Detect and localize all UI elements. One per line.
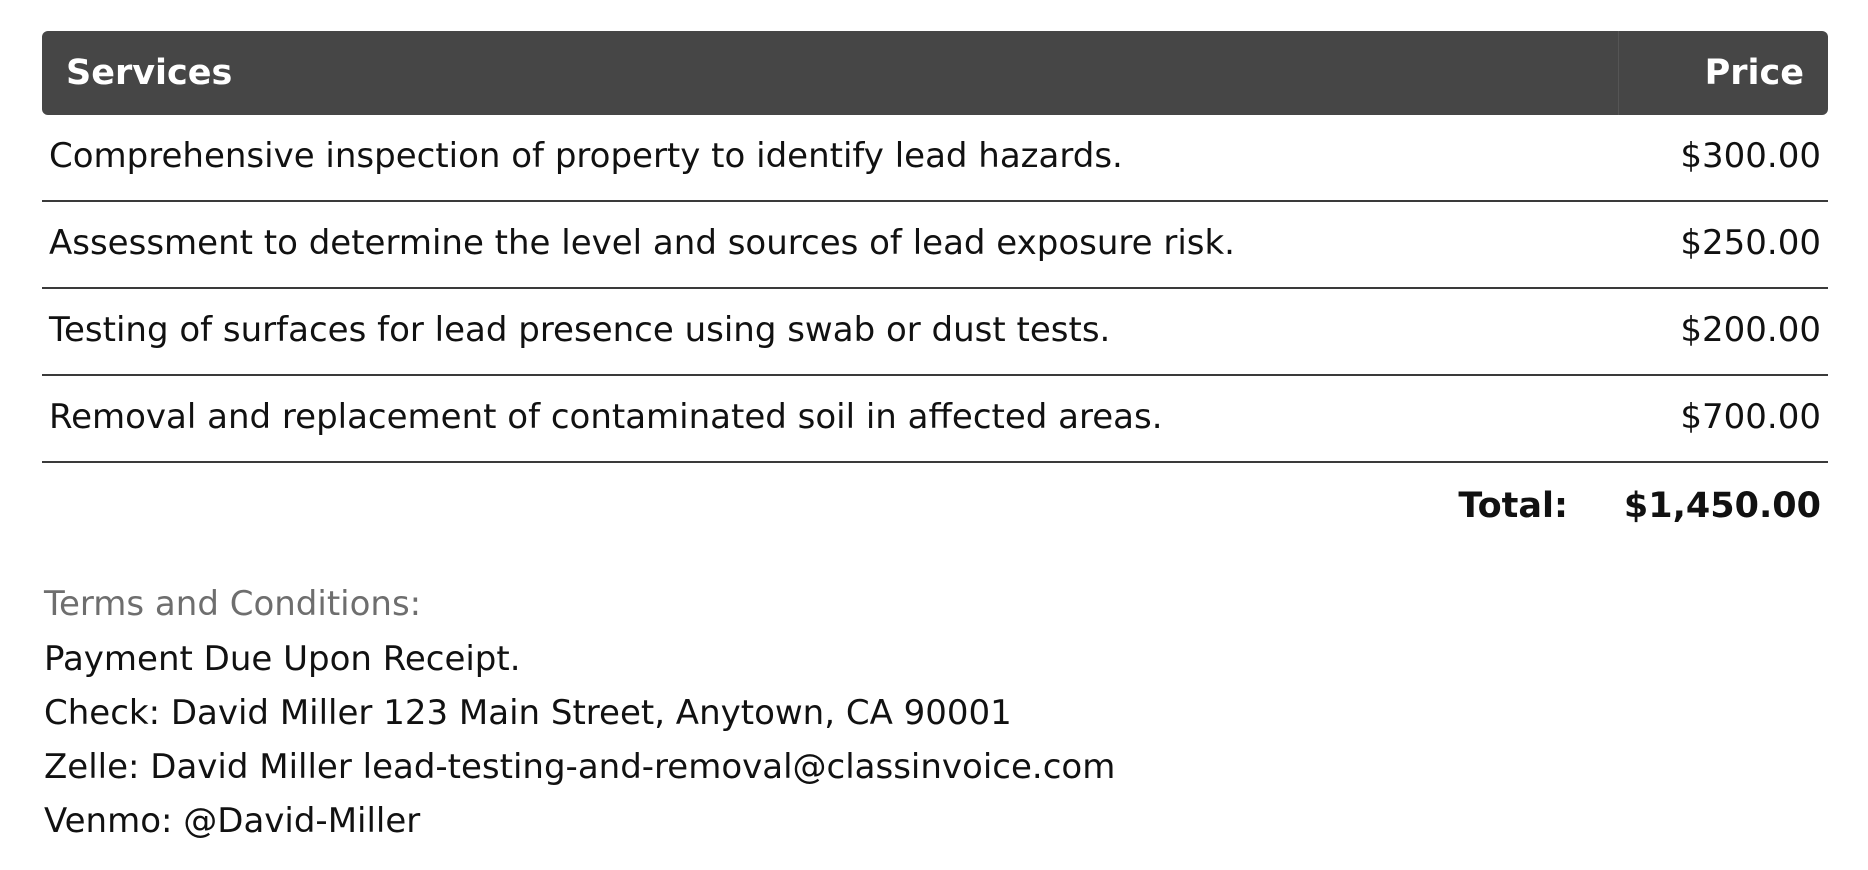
terms-section xyxy=(44,576,1115,848)
terms-payment-due: Payment Due Upon Receipt. xyxy=(44,639,521,679)
terms-venmo: Venmo: @David-Miller xyxy=(44,801,421,841)
terms-title: Terms and Conditions: xyxy=(44,584,422,624)
total-label: Total: xyxy=(1458,486,1568,526)
price-column-header: Price xyxy=(1704,53,1804,93)
terms-zelle: Zelle: David Miller lead-testing-and-removal@classinvoice.com xyxy=(44,747,1116,787)
services-table xyxy=(42,31,1828,549)
total-row xyxy=(42,463,1828,549)
service-description: Removal and replacement of contaminated soil in affected areas. xyxy=(49,397,1163,437)
service-price: $300.00 xyxy=(1680,136,1821,176)
table-row xyxy=(42,115,1828,202)
service-description: Comprehensive inspection of property to identify lead hazards. xyxy=(49,136,1123,176)
service-price: $250.00 xyxy=(1680,223,1821,263)
table-row xyxy=(42,376,1828,463)
table-row xyxy=(42,289,1828,376)
service-description: Testing of surfaces for lead presence using swab or dust tests. xyxy=(49,310,1111,350)
services-column-header: Services xyxy=(66,53,233,93)
service-price: $700.00 xyxy=(1680,397,1821,437)
table-header xyxy=(42,31,1828,115)
total-value: $1,450.00 xyxy=(1623,486,1821,526)
terms-check: Check: David Miller 123 Main Street, Anytown, CA 90001 xyxy=(44,693,1012,733)
service-description: Assessment to determine the level and sources of lead exposure risk. xyxy=(49,223,1235,263)
service-price: $200.00 xyxy=(1680,310,1821,350)
header-divider xyxy=(1618,31,1619,115)
table-row xyxy=(42,202,1828,289)
